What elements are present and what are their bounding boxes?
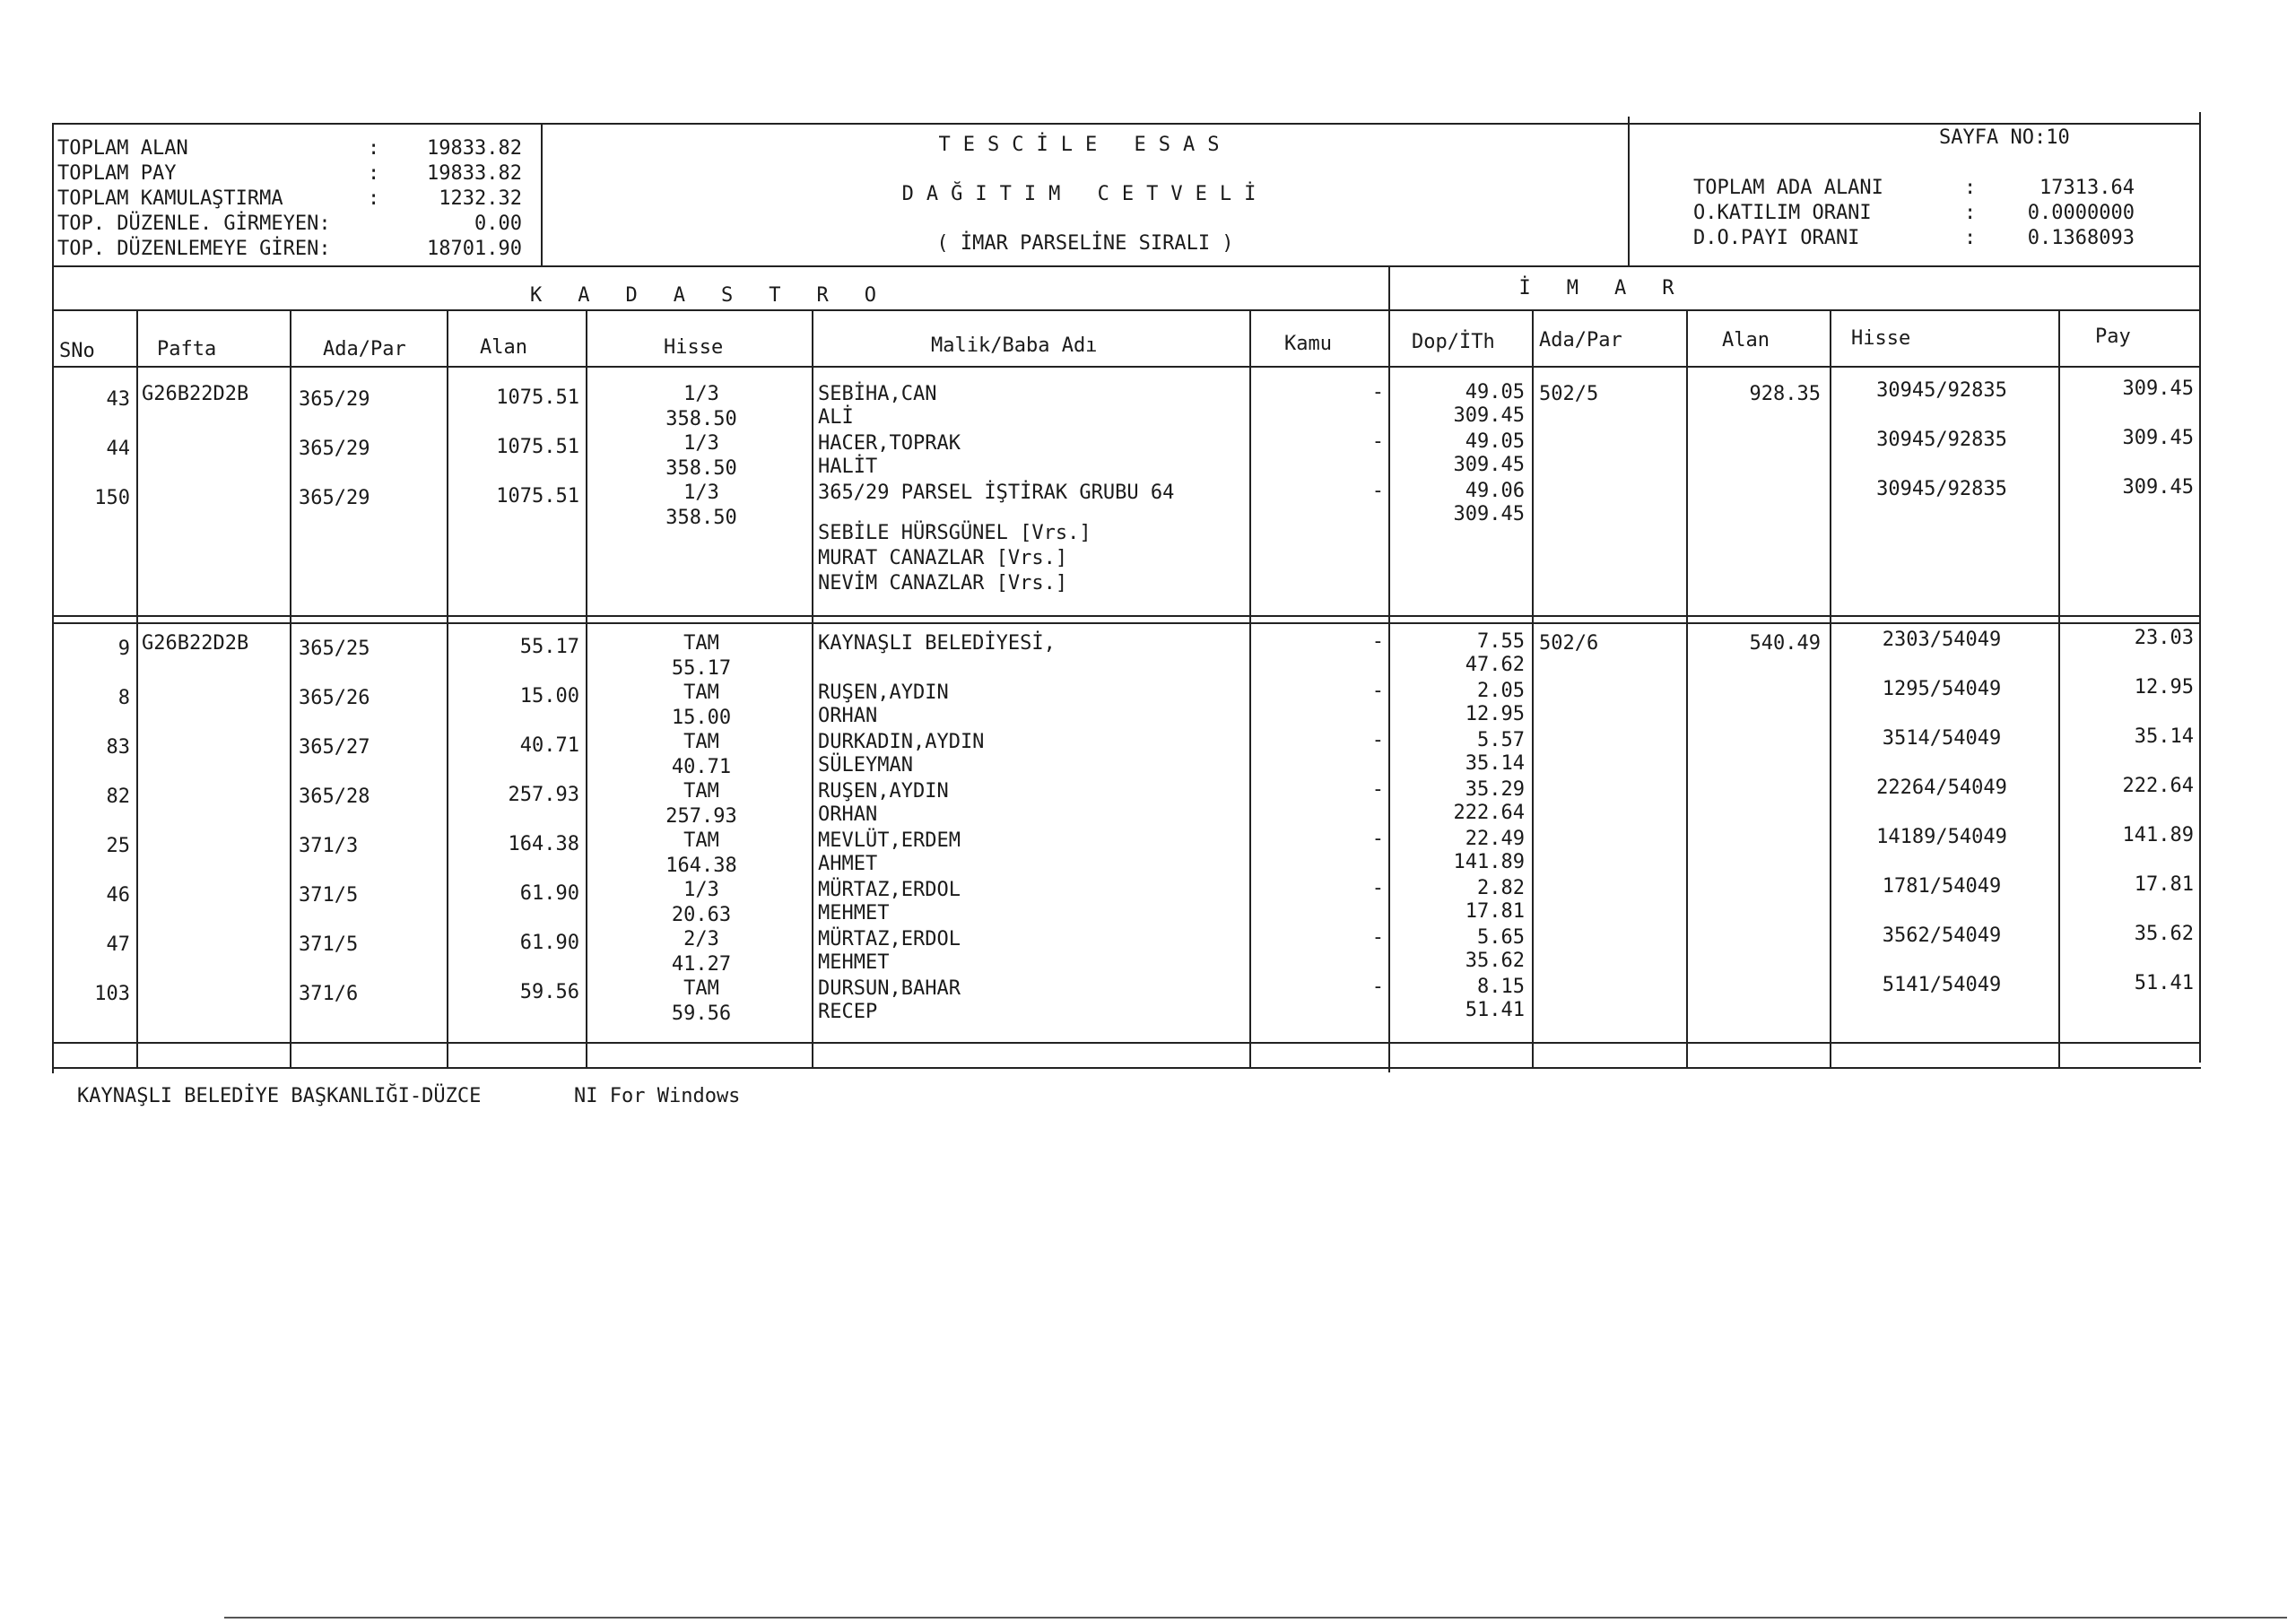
row-pay: 35.14: [2134, 725, 2194, 748]
row-hisse-value: 358.50: [665, 457, 737, 480]
row-sno: 82: [106, 785, 130, 808]
row-kamu: -: [1371, 729, 1384, 751]
row-dop: 7.55: [1477, 630, 1525, 653]
col-pay: Pay: [2095, 325, 2131, 348]
row-malik: 365/29 PARSEL İŞTİRAK GRUBU 64: [818, 482, 1175, 504]
row-owner-extra: NEVİM CANAZLAR [Vrs.]: [818, 572, 1068, 595]
row-dop-value: 141.89: [1453, 851, 1525, 873]
imar-ada-par: 502/6: [1539, 632, 1599, 655]
row-baba: AHMET: [818, 853, 878, 875]
row-sno: 44: [106, 438, 130, 460]
row-pay: 12.95: [2134, 676, 2194, 699]
summary-value: 0.1368093: [2027, 227, 2135, 249]
row-dop-value: 35.62: [1465, 950, 1525, 972]
summary-value: 0.0000000: [2027, 202, 2135, 224]
row-malik: KAYNAŞLI BELEDİYESİ,: [818, 632, 1056, 655]
row-alan: 1075.51: [496, 386, 579, 409]
summary-value: 18701.90: [427, 238, 522, 260]
row-hisse-value: 15.00: [671, 707, 732, 729]
col-imar-ada-par: Ada/Par: [1539, 329, 1622, 352]
row-hisse: 1/3: [683, 482, 719, 504]
row-kamu: -: [1371, 381, 1384, 404]
row-malik: MEVLÜT,ERDEM: [818, 829, 961, 852]
row-hisse-value: 20.63: [671, 904, 732, 926]
row-baba: HALİT: [818, 456, 878, 478]
row-kamu: -: [1371, 926, 1384, 949]
summary-label: D.O.PAYI ORANI: [1693, 227, 1860, 249]
row-kamu: -: [1371, 430, 1384, 453]
row-hisse-value: 358.50: [665, 507, 737, 529]
row-dop-value: 17.81: [1465, 900, 1525, 923]
row-imar-hisse: 3514/54049: [1882, 727, 2002, 750]
row-dop: 5.65: [1477, 926, 1525, 949]
summary-sep: :: [368, 162, 380, 185]
row-baba: ORHAN: [818, 803, 878, 826]
row-hisse: 1/3: [683, 879, 719, 901]
row-imar-hisse: 5141/54049: [1882, 974, 2002, 996]
imar-alan: 928.35: [1749, 383, 1821, 405]
row-pafta: G26B22D2B: [142, 632, 249, 655]
row-pay: 51.41: [2134, 972, 2194, 994]
bottom-rule: [224, 1617, 2287, 1619]
row-malik: DURKADIN,AYDIN: [818, 731, 985, 753]
row-kamu: -: [1371, 877, 1384, 899]
row-imar-hisse: 3562/54049: [1882, 924, 2002, 947]
row-alan: 55.17: [519, 636, 579, 658]
row-dop-value: 35.14: [1465, 752, 1525, 775]
row-owner-extra: MURAT CANAZLAR [Vrs.]: [818, 547, 1068, 569]
row-baba: MEHMET: [818, 951, 890, 974]
summary-sep: :: [1964, 227, 1977, 249]
summary-label: TOPLAM ALAN: [57, 137, 188, 160]
row-malik: RUŞEN,AYDIN: [818, 780, 949, 803]
row-alan: 40.71: [519, 734, 579, 757]
section-kadastro: KADASTRO: [530, 284, 912, 307]
row-kamu: -: [1371, 828, 1384, 850]
row-baba: ORHAN: [818, 705, 878, 727]
row-pay: 23.03: [2134, 627, 2194, 649]
row-kamu: -: [1371, 976, 1384, 998]
row-ada-par: 365/29: [299, 438, 370, 460]
row-imar-hisse: 30945/92835: [1876, 429, 2007, 451]
row-ada-par: 371/5: [299, 884, 359, 907]
row-dop-value: 309.45: [1453, 454, 1525, 476]
row-dop: 22.49: [1465, 828, 1525, 850]
row-alan: 61.90: [519, 882, 579, 905]
row-dop-value: 47.62: [1465, 654, 1525, 676]
row-alan: 61.90: [519, 932, 579, 954]
footer-municipality: KAYNAŞLI BELEDİYE BAŞKANLIĞI-DÜZCE: [77, 1085, 482, 1107]
row-dop: 2.82: [1477, 877, 1525, 899]
imar-alan: 540.49: [1749, 632, 1821, 655]
row-sno: 83: [106, 736, 130, 759]
row-malik: MÜRTAZ,ERDOL: [818, 879, 961, 901]
summary-label: TOPLAM ADA ALANI: [1693, 177, 1883, 199]
row-baba: ALİ: [818, 406, 854, 429]
row-dop: 2.05: [1477, 680, 1525, 702]
row-hisse: 1/3: [683, 383, 719, 405]
title-line-2: DAĞITIM CETVELİ: [901, 183, 1269, 205]
row-owner-extra: SEBİLE HÜRSGÜNEL [Vrs.]: [818, 522, 1091, 544]
row-hisse: TAM: [683, 977, 719, 1000]
title-line-3: ( İMAR PARSELİNE SIRALI ): [936, 232, 1234, 255]
row-alan: 164.38: [508, 833, 579, 855]
row-ada-par: 371/6: [299, 983, 359, 1005]
row-baba: SÜLEYMAN: [818, 754, 913, 777]
row-dop: 8.15: [1477, 976, 1525, 998]
row-hisse-value: 358.50: [665, 408, 737, 430]
row-hisse-value: 41.27: [671, 953, 732, 976]
footer-software: NI For Windows: [574, 1085, 741, 1107]
summary-value: 1232.32: [439, 187, 522, 210]
row-malik: DURSUN,BAHAR: [818, 977, 961, 1000]
row-sno: 8: [117, 687, 130, 709]
row-alan: 15.00: [519, 685, 579, 707]
row-sno: 25: [106, 835, 130, 857]
title-line-1: TESCİLE ESAS: [938, 134, 1232, 156]
row-dop: 49.06: [1465, 480, 1525, 502]
summary-label: TOPLAM PAY: [57, 162, 177, 185]
summary-label: TOP. DÜZENLE. GİRMEYEN:: [57, 213, 331, 235]
col-imar-alan: Alan: [1722, 329, 1770, 352]
row-hisse: TAM: [683, 632, 719, 655]
row-ada-par: 365/28: [299, 785, 370, 808]
row-imar-hisse: 1295/54049: [1882, 678, 2002, 700]
row-pafta: G26B22D2B: [142, 383, 249, 405]
row-kamu: -: [1371, 680, 1384, 702]
row-hisse-value: 40.71: [671, 756, 732, 778]
row-dop-value: 309.45: [1453, 503, 1525, 525]
row-ada-par: 371/5: [299, 933, 359, 956]
row-imar-hisse: 1781/54049: [1882, 875, 2002, 898]
col-dop: Dop/İTh: [1412, 331, 1495, 353]
row-ada-par: 365/25: [299, 638, 370, 660]
row-imar-hisse: 14189/54049: [1876, 826, 2007, 848]
summary-sep: :: [368, 137, 380, 160]
row-pay: 309.45: [2122, 476, 2194, 499]
row-hisse: 1/3: [683, 432, 719, 455]
col-imar-hisse: Hisse: [1851, 327, 1911, 350]
col-malik: Malik/Baba Adı: [931, 334, 1098, 357]
row-malik: HACER,TOPRAK: [818, 432, 961, 455]
row-pay: 35.62: [2134, 923, 2194, 945]
row-ada-par: 365/27: [299, 736, 370, 759]
summary-sep: :: [1964, 177, 1977, 199]
row-hisse-value: 55.17: [671, 657, 732, 680]
col-alan: Alan: [480, 336, 527, 359]
row-alan: 1075.51: [496, 436, 579, 458]
row-sno: 47: [106, 933, 130, 956]
row-malik: SEBİHA,CAN: [818, 383, 937, 405]
row-alan: 1075.51: [496, 485, 579, 508]
row-sno: 150: [94, 487, 130, 509]
row-imar-hisse: 30945/92835: [1876, 478, 2007, 500]
row-imar-hisse: 2303/54049: [1882, 629, 2002, 651]
summary-label: O.KATILIM ORANI: [1693, 202, 1872, 224]
row-pay: 222.64: [2122, 775, 2194, 797]
row-malik: RUŞEN,AYDIN: [818, 681, 949, 704]
row-alan: 257.93: [508, 784, 579, 806]
summary-sep: :: [368, 187, 380, 210]
row-dop: 5.57: [1477, 729, 1525, 751]
row-sno: 103: [94, 983, 130, 1005]
row-hisse: TAM: [683, 731, 719, 753]
row-kamu: -: [1371, 480, 1384, 502]
row-ada-par: 365/29: [299, 487, 370, 509]
row-ada-par: 365/26: [299, 687, 370, 709]
col-hisse: Hisse: [664, 336, 724, 359]
col-ada-par: Ada/Par: [323, 338, 406, 360]
row-dop-value: 222.64: [1453, 802, 1525, 824]
row-pay: 309.45: [2122, 427, 2194, 449]
summary-label: TOP. DÜZENLEMEYE GİREN:: [57, 238, 331, 260]
section-imar: İMAR: [1518, 277, 1710, 299]
row-pay: 141.89: [2122, 824, 2194, 846]
row-dop: 35.29: [1465, 778, 1525, 801]
row-ada-par: 371/3: [299, 835, 359, 857]
row-dop-value: 309.45: [1453, 404, 1525, 427]
row-sno: 46: [106, 884, 130, 907]
row-dop-value: 12.95: [1465, 703, 1525, 725]
page-number: SAYFA NO:10: [1939, 126, 2070, 149]
row-hisse: TAM: [683, 681, 719, 704]
row-alan: 59.56: [519, 981, 579, 1003]
col-kamu: Kamu: [1284, 333, 1332, 355]
imar-ada-par: 502/5: [1539, 383, 1599, 405]
row-pay: 309.45: [2122, 378, 2194, 400]
summary-label: TOPLAM KAMULAŞTIRMA: [57, 187, 283, 210]
row-hisse-value: 59.56: [671, 1002, 732, 1025]
row-imar-hisse: 22264/54049: [1876, 777, 2007, 799]
row-hisse-value: 257.93: [665, 805, 737, 828]
row-baba: RECEP: [818, 1001, 878, 1023]
row-baba: MEHMET: [818, 902, 890, 924]
row-hisse-value: 164.38: [665, 855, 737, 877]
row-sno: 9: [117, 638, 130, 660]
summary-value: 0.00: [474, 213, 522, 235]
row-hisse: TAM: [683, 780, 719, 803]
row-kamu: -: [1371, 778, 1384, 801]
col-sno: SNo: [59, 340, 95, 362]
row-dop-value: 51.41: [1465, 999, 1525, 1021]
row-sno: 43: [106, 388, 130, 411]
row-kamu: -: [1371, 630, 1384, 653]
summary-value: 17313.64: [2039, 177, 2135, 199]
col-pafta: Pafta: [157, 338, 217, 360]
row-ada-par: 365/29: [299, 388, 370, 411]
summary-value: 19833.82: [427, 137, 522, 160]
summary-value: 19833.82: [427, 162, 522, 185]
row-hisse: TAM: [683, 829, 719, 852]
row-imar-hisse: 30945/92835: [1876, 379, 2007, 402]
row-pay: 17.81: [2134, 873, 2194, 896]
row-dop: 49.05: [1465, 381, 1525, 404]
row-hisse: 2/3: [683, 928, 719, 950]
summary-sep: :: [1964, 202, 1977, 224]
row-dop: 49.05: [1465, 430, 1525, 453]
row-malik: MÜRTAZ,ERDOL: [818, 928, 961, 950]
